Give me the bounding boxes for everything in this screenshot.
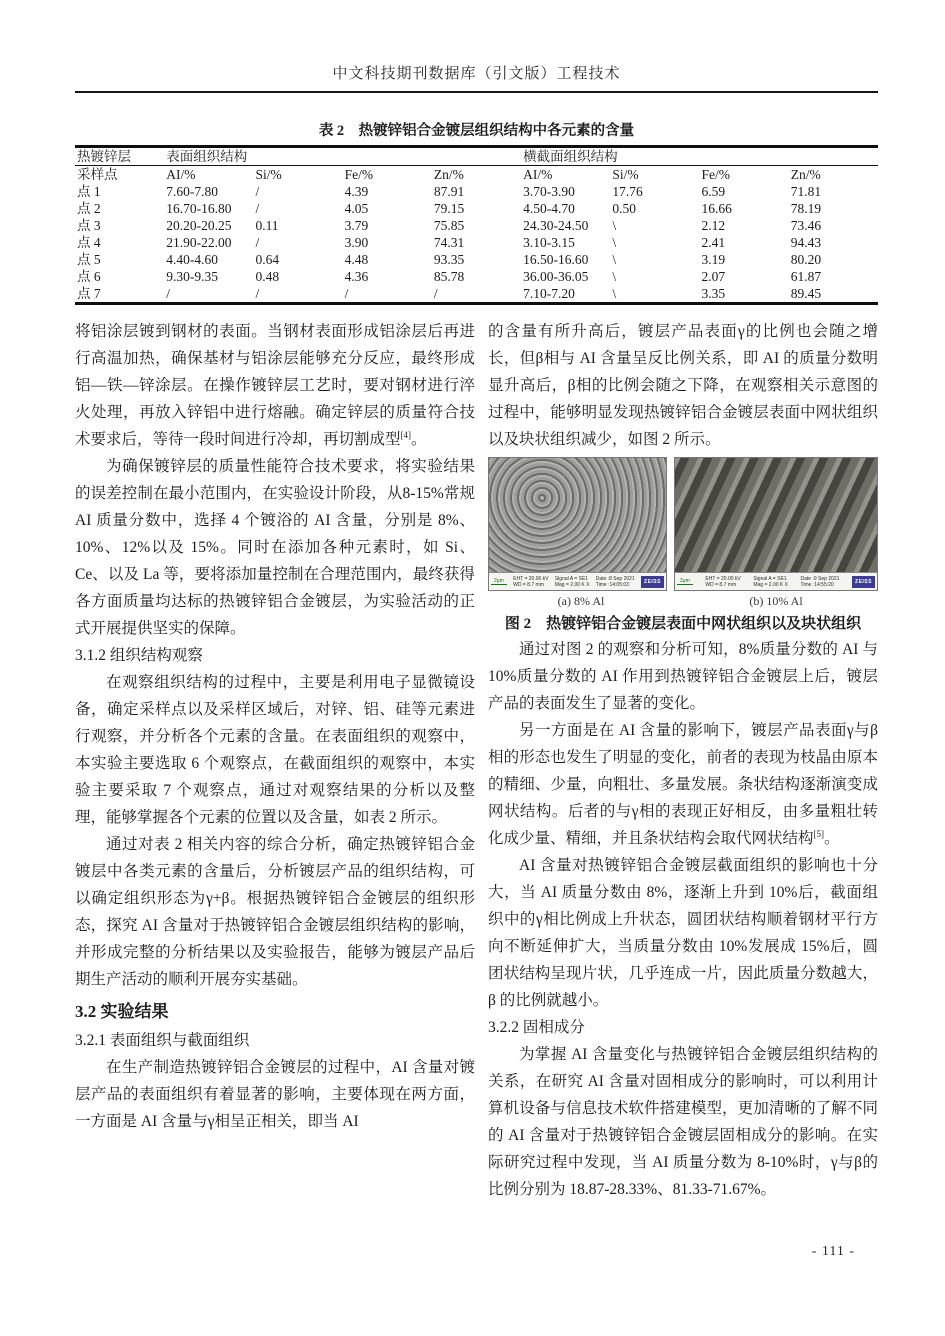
table-body — [75, 183, 878, 304]
sem-metadata-bar-b — [675, 572, 877, 590]
table-column-header: Si/% — [612, 167, 639, 182]
journal-header: 中文科技期刊数据库（引文版）工程技术 — [332, 66, 621, 82]
table-row: 点 2 16.70-16.80 / 4.05 79.15 4.50-4.70 0.50 16.66 78.19 — [77, 201, 822, 216]
table-column-header: Fe/% — [344, 167, 374, 182]
table-row: 点 1 7.60-7.80 / 4.39 87.91 3.70-3.90 17.76 6.59 71.81 — [77, 184, 822, 199]
table-row: 点 3 20.20-20.25 0.11 3.79 75.85 24.30-24.50 \ 2.12 73.46 — [77, 218, 822, 233]
table-row: 点 4 21.90-22.00 / 3.90 74.31 3.10-3.15 \ 2.41 94.43 — [77, 235, 822, 250]
table-group-header: 表面组织结构 — [164, 147, 521, 166]
sem-meta-eht: EHT = 20.00 kV WD = 8.7 mm — [513, 575, 549, 588]
page-number: - 111 - — [811, 1244, 855, 1259]
table-group-row — [75, 147, 878, 166]
figure-caption: 图 2 热镀锌铝合金镀层表面中网状组织以及块状组织 — [504, 616, 862, 632]
table-column-header: Zn/% — [433, 167, 464, 182]
sem-meta-date: Date :8 Sep 2021 Time :14:05:03 — [595, 575, 635, 588]
sem-meta-signal: Signal A = SE1 Mag = 2.00 K X — [753, 575, 788, 588]
table-columns-row — [75, 166, 878, 184]
paragraph: 通过对表 2 相关内容的综合分析，确定热镀锌铝合金镀层中各类元素的含量后，分析镀层产品的组织结构，可以确定组织形态为γ+β。根据热镀锌铝合金镀层的组织形态，探究 AI 含量对于热镀锌铝合金镀层组织结构的影响，并形成完整的分析结果以及实验报告，能够为镀层产品后期生产活动的顺利开展夯实基础。 — [75, 836, 475, 988]
reference-marker: [4] — [400, 429, 412, 440]
header-rule — [75, 91, 878, 93]
paragraph: AI 含量对热镀锌铝合金镀层截面组织的影响也十分大，当 AI 质量分数由 8%，逐渐上升到 10%后，截面组织中的γ相比例成上升状态，圆团状结构顺着钢材平行方向不断延伸扩大，当质量分数由 10%发展成 15%后，圆团状结构呈现片状，几乎连成一片，因此质量分数越大，β 的比例就越小。 — [488, 857, 878, 1009]
sem-texture-8pct — [489, 458, 666, 572]
sem-image-row — [488, 457, 878, 591]
table-title: 表 2 热镀锌铝合金镀层组织结构中各元素的含量 — [318, 123, 635, 139]
sem-meta-date: Date :9 Sep 2021 Time :14:55:20 — [800, 575, 840, 588]
sem-micrograph-10pct — [674, 457, 878, 591]
reference-marker: [5] — [813, 828, 825, 839]
element-content-table — [75, 145, 878, 305]
section-heading-312: 3.1.2 组织结构观察 — [75, 647, 203, 664]
section-heading-32: 3.2 实验结果 — [75, 1002, 169, 1021]
paragraph: 的含量有所升高后，镀层产品表面γ的比例也会随之增长，但β相与 AI 含量呈反比例关系，即 AI 的质量分数明显升高后，β相的比例会随之下降，在观察相关示意图的过程中，能够明显发现热镀锌铝合金镀层表面中网状组织以及块状组织减少，如图 2 所示。 — [488, 323, 878, 448]
section-heading-321: 3.2.1 表面组织与截面组织 — [75, 1032, 250, 1049]
table-column-header: 采样点 — [77, 167, 118, 182]
table-row: 点 6 9.30-9.35 0.48 4.36 85.78 36.00-36.05 \ 2.07 61.87 — [77, 269, 822, 284]
paragraph: 为确保镀锌层的质量性能符合技术要求，将实验结果的误差控制在最小范围内，在实验设计阶段，从8-15%常规 AI 质量分数中，选择 4 个镀浴的 AI 含量，分别是 8%、10%、12%以及 15%。同时在添加各种元素时，如 Si、Ce、以及 La 等，要将添加量控制在合理范围内，最终获得各方面质量均达标的热镀锌铝合金镀层，为实验活动的正式开展提供坚实的保障。 — [75, 458, 475, 637]
scale-bar: 2μm — [677, 578, 693, 585]
table-row: 点 5 4.40-4.60 0.64 4.48 93.35 16.50-16.60 \ 3.19 80.20 — [77, 252, 822, 267]
paragraph: 在观察组织结构的过程中，主要是利用电子显微镜设备，确定采样点以及采样区域后，对锌、铝、硅等元素进行观察，并分析各个元素的含量。在表面组织的观察中，本实验主要选取 6 个观察点，在截面组织的观察中，本实验主要采取 7 个观察点，通过对观察结果的分析以及整理，能够掌握各个元素的位置以及含量，如表 2 所示。 — [75, 674, 475, 826]
sem-label-row — [488, 593, 878, 609]
table-row: 点 7 / / / / 7.10-7.20 \ 3.35 89.45 — [77, 286, 822, 301]
left-column — [75, 318, 475, 1203]
scale-bar: 2μm — [491, 578, 507, 585]
sem-meta-eht: EHT = 20.00 kV WD = 8.7 mm — [705, 575, 741, 588]
sem-meta-signal: Signal A = SE1 Mag = 2.00 K X — [554, 575, 590, 588]
sem-texture-10pct — [675, 458, 877, 572]
figure-label-a: (a) 8% Al — [557, 594, 605, 608]
sem-micrograph-8pct — [488, 457, 667, 591]
table-column-header: Fe/% — [701, 167, 731, 182]
section-heading-322: 3.2.2 固相成分 — [488, 1019, 585, 1036]
zeiss-logo: ZEISS — [852, 576, 875, 588]
table-column-header: Zn/% — [790, 167, 821, 182]
paragraph: 将铝涂层镀到钢材的表面。当钢材表面形成铝涂层后再进行高温加热，确保基材与铝涂层能够充分反应，最终形成铝—铁—锌涂层。在操作镀锌层工艺时，要对钢材进行淬火处理，再放入锌铝中进行熔融。确定锌层的质量符合技术要求后，等待一段时间进行冷却，再切割成型[4]。 — [75, 323, 475, 448]
paragraph: 为掌握 AI 含量变化与热镀锌铝合金镀层组织结构的关系，在研究 AI 含量对固相成分的影响时，可以利用计算机设备与信息技术软件搭建模型，更加清晰的了解不同的 AI 含量对于热镀锌铝合金镀层固相成分的影响。在实际研究过程中发现，当 AI 质量分数为 8-10%时，γ与β的比例分别为 18.87-28.33%、81.33-71.67%。 — [488, 1046, 878, 1198]
right-column — [488, 318, 878, 1203]
page-content — [0, 62, 945, 1203]
table-group-header: 横截面组织结构 — [521, 147, 878, 166]
figure-2 — [488, 457, 878, 636]
table-column-header: AI/% — [523, 167, 553, 182]
two-column-body — [75, 318, 878, 1203]
table-column-header: AI/% — [166, 167, 196, 182]
table-column-header: Si/% — [255, 167, 282, 182]
paragraph: 在生产制造热镀锌铝合金镀层的过程中，AI 含量对镀层产品的表面组织有着显著的影响，主要体现在两方面，一方面是 AI 含量与γ相呈正相关，即当 AI — [75, 1059, 475, 1130]
paragraph: 通过对图 2 的观察和分析可知，8%质量分数的 AI 与 10%质量分数的 AI 作用到热镀锌铝合金镀层上后，镀层产品的表面发生了显著的变化。 — [488, 641, 878, 712]
figure-label-b: (b) 10% Al — [749, 594, 803, 608]
zeiss-logo: ZEISS — [641, 576, 664, 588]
table-head — [75, 147, 878, 184]
paragraph: 另一方面是在 AI 含量的影响下，镀层产品表面γ与β相的形态也发生了明显的变化，前者的表现为枝晶由原本的精细、少量，向粗壮、多量发展。条状结构逐渐演变成网状结构。后者的与γ相的表现正好相反，由多量粗壮转化成少量、精细，并且条状结构会取代网状结构[5]。 — [488, 722, 878, 847]
table-group-header: 热镀锌层 — [75, 147, 164, 166]
sem-metadata-bar-a — [489, 572, 666, 590]
